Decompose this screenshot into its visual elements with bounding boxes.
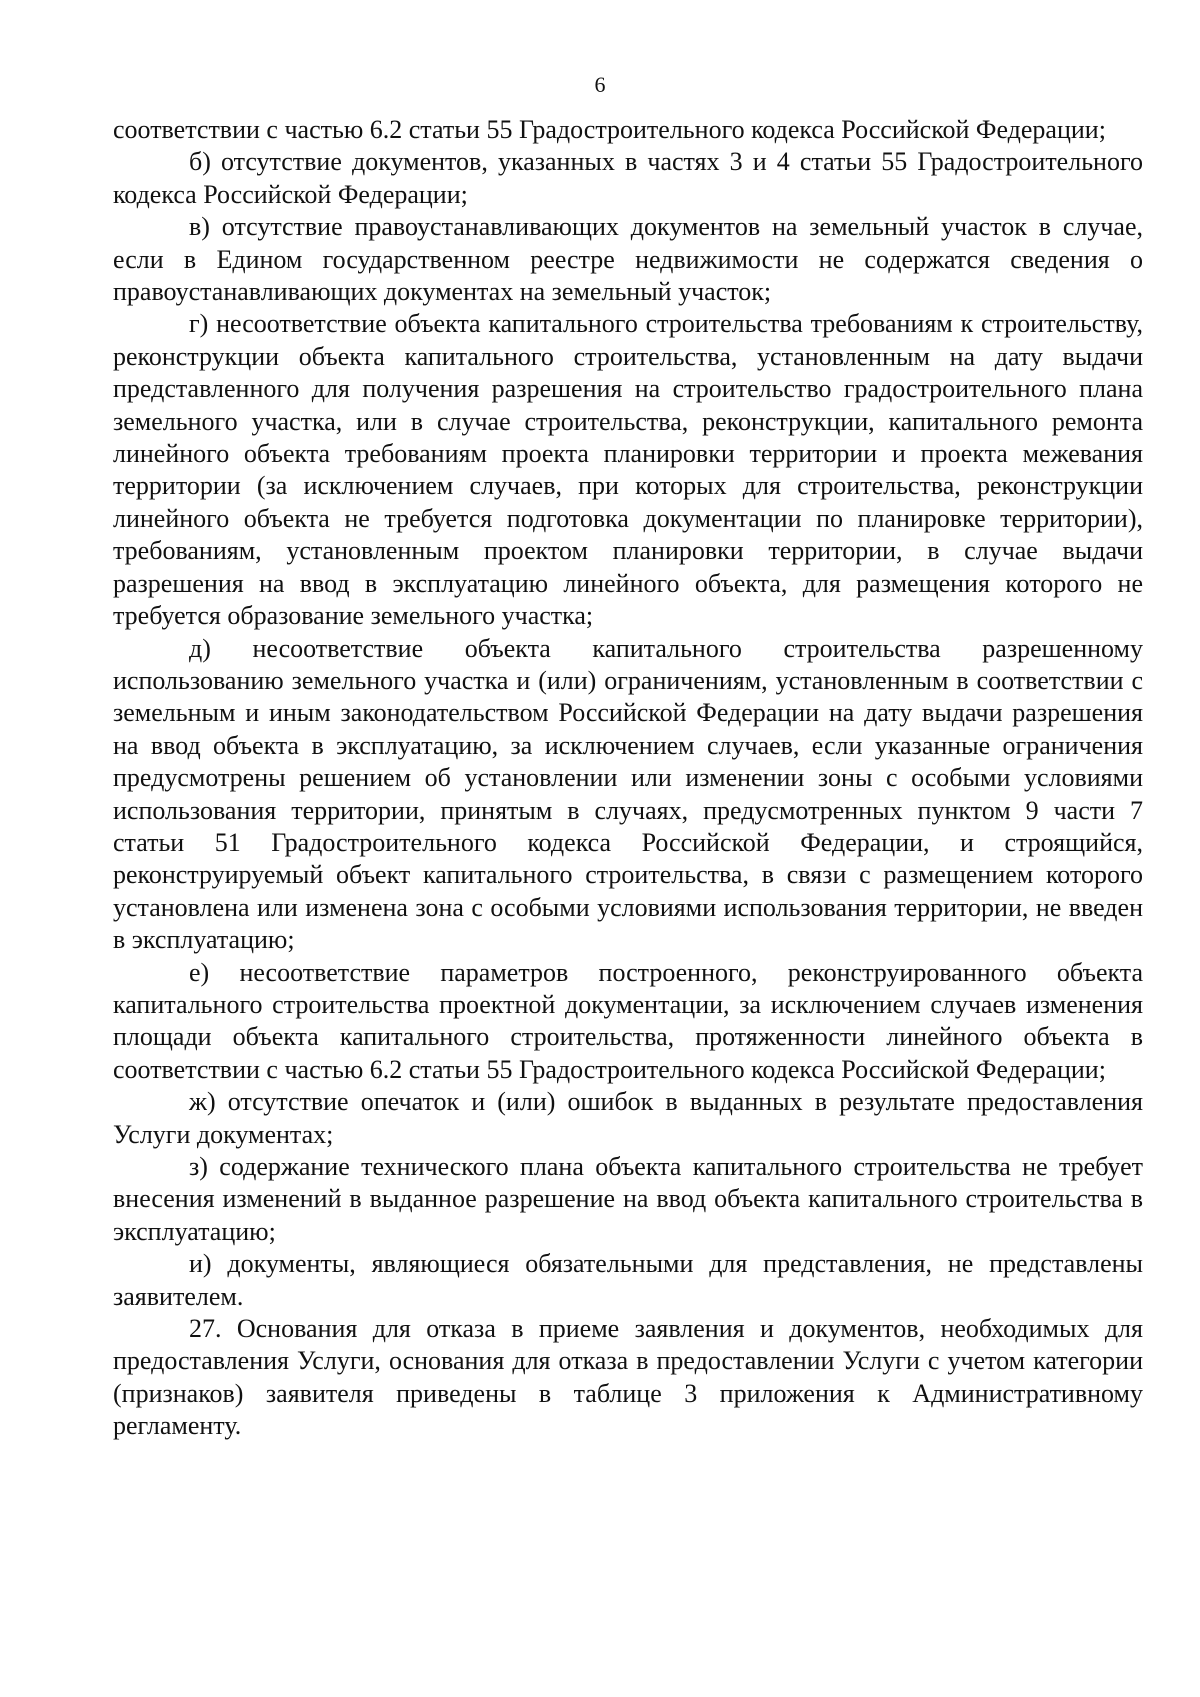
paragraph-item-i: и) документы, являющиеся обязательными для представления, не представлены заявителем. [113,1249,1143,1311]
paragraph-item-g: г) несоответствие объекта капитального строительства требованиям к строительству, реконструкции объекта капитального строительства, установленным на дату выдачи представленного для получения разрешения на строительство градостроительного плана земельного участка, или в случае строительства, реконструкции, капитального ремонта линейного объекта требованиям проекта планировки территории и проекта межевания территории (за исключением случаев, при которых для строительства, реконструкции линейного объекта не требуется подготовка документации по планировке территории), требованиям, установленным проектом планировки территории, в случае выдачи разрешения на ввод в эксплуатацию линейного объекта, для размещения которого не требуется образование земельного участка; [113,309,1143,631]
paragraph-item-zh: ж) отсутствие опечаток и (или) ошибок в выданных в результате предоставления Услуги документах; [113,1087,1143,1149]
page-number: 6 [594,72,606,97]
paragraph-item-v: в) отсутствие правоустанавливающих документов на земельный участок в случае, если в Едином государственном реестре недвижимости не содержатся сведения о правоустанавливающих документах на земельный участок; [113,212,1143,307]
document-body [113,114,1143,1443]
paragraph-item-e: е) несоответствие параметров построенного, реконструированного объекта капитального строительства проектной документации, за исключением случаев изменения площади объекта капитального строительства, протяженности линейного объекта в соответствии с частью 6.2 статьи 55 Градостроительного кодекса Российской Федерации; [113,957,1143,1084]
paragraph-continuation: соответствии с частью 6.2 статьи 55 Градостроительного кодекса Российской Федерации; [113,115,1106,144]
paragraph-item-z: з) содержание технического плана объекта капитального строительства не требует внесения изменений в выданное разрешение на ввод объекта капитального строительства в эксплуатацию; [113,1152,1143,1246]
paragraph-section-27: 27. Основания для отказа в приеме заявления и документов, необходимых для предоставления Услуги, основания для отказа в предоставлении Услуги с учетом категории (признаков) заявителя приведены в таблице 3 приложения к Административному регламенту. [113,1314,1143,1441]
paragraph-item-b: б) отсутствие документов, указанных в частях 3 и 4 статьи 55 Градостроительного кодекса Российской Федерации; [113,147,1143,209]
paragraph-item-d: д) несоответствие объекта капитального строительства разрешенному использованию земельного участка и (или) ограничениям, установленным в соответствии с земельным и иным законодательством Российской Федерации на дату выдачи разрешения на ввод объекта в эксплуатацию, за исключением случаев, если указанные ограничения предусмотрены решением об установлении или изменении зоны с особыми условиями использования территории, принятым в случаях, предусмотренных пунктом 9 части 7 статьи 51 Градостроительного кодекса Российской Федерации, и строящийся, реконструируемый объект капитального строительства, в связи с размещением которого установлена или изменена зона с особыми условиями использования территории, не введен в эксплуатацию; [113,633,1143,955]
